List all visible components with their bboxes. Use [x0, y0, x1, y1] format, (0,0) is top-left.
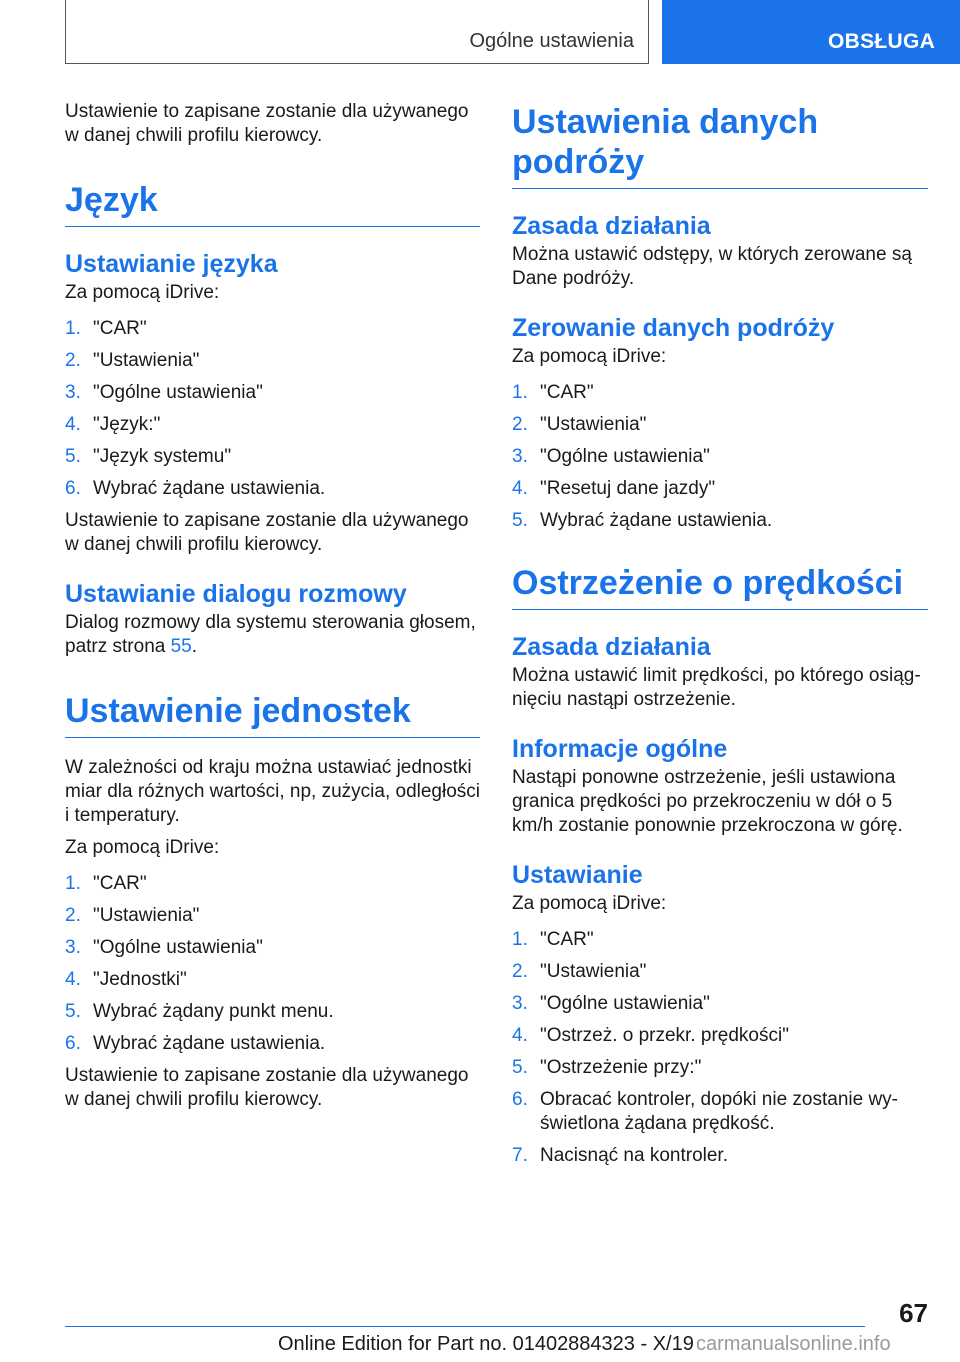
step-number: 1.: [512, 382, 528, 403]
step-number: 1.: [65, 318, 81, 339]
step-number: 2.: [65, 350, 81, 371]
header-section-box: [65, 0, 649, 64]
lead-idrive: Za pomocą iDrive:: [512, 893, 667, 914]
step-text: "Ustawienia": [93, 905, 200, 926]
step-text: "Język:": [93, 414, 161, 435]
footer-divider: [65, 1326, 865, 1327]
step-text: "Ostrzeż. o przekr. prędkości": [540, 1025, 789, 1046]
note-paragraph: Ustawienie to zapisane zostanie dla używanego w danej chwili profilu kierowcy.: [65, 1065, 469, 1110]
steps-ustawianie-jezyka: [65, 317, 480, 501]
step-text: "Ustawienia": [540, 961, 647, 982]
list-item: [65, 904, 480, 928]
step-text: Wybrać żądany punkt menu.: [93, 1001, 334, 1022]
step-number: 6.: [512, 1089, 528, 1110]
left-column: [65, 100, 480, 1112]
step-text: "CAR": [93, 318, 147, 339]
step-text: Nacisnąć na kontroler.: [540, 1145, 728, 1166]
list-item: [512, 509, 928, 533]
heading-ostrzezenie-predkosci: Ostrzeżenie o prędkości: [512, 563, 928, 610]
edition-text: Online Edition for Part no. 01402884323 - X/19: [278, 1333, 694, 1355]
intro-paragraph: Ustawienie to zapisane zostanie dla używanego w danej chwili profilu kierowcy.: [65, 101, 469, 146]
list-item: [65, 349, 480, 373]
step-text: Wybrać żądane ustawienia.: [93, 478, 326, 499]
heading-dane-podrozy: Ustawienia danych podróży: [512, 102, 928, 189]
heading-ustawianie: Ustawianie: [512, 861, 643, 889]
list-item: [512, 992, 928, 1016]
list-item: [512, 1088, 928, 1136]
step-number: 3.: [65, 937, 81, 958]
heading-zasada-dzialania: Zasada działania: [512, 212, 711, 240]
step-number: 3.: [512, 993, 528, 1014]
list-item: [65, 413, 480, 437]
list-item: [512, 413, 928, 437]
dialog-text-end: .: [191, 636, 198, 657]
list-item: [512, 1056, 928, 1080]
list-item: [512, 928, 928, 952]
header-section-title: Ogólne ustawienia: [469, 30, 634, 52]
list-item: [65, 477, 480, 501]
heading-informacje-ogolne: Informacje ogólne: [512, 735, 728, 763]
steps-zerowanie: [512, 381, 928, 533]
step-number: 5.: [65, 1001, 81, 1022]
step-text: "Ogólne ustawienia": [93, 382, 263, 403]
step-text: Obracać kontroler, dopóki nie zostanie wy-świetlona żądana prędkość.: [540, 1089, 899, 1134]
step-text: "Język systemu": [93, 446, 232, 467]
list-item: [65, 1032, 480, 1056]
step-number: 6.: [65, 478, 81, 499]
step-text: "Jednostki": [93, 969, 187, 990]
list-item: [65, 968, 480, 992]
step-text: "CAR": [540, 929, 594, 950]
dialog-paragraph: [65, 611, 480, 659]
step-text: "Ostrzeżenie przy:": [540, 1057, 702, 1078]
lead-idrive: Za pomocą iDrive:: [65, 282, 220, 303]
step-number: 7.: [512, 1145, 528, 1166]
jednostki-intro: W zależności od kraju można ustawiać jednostki miar dla różnych wartości, np, zużycia, odległości i temperatury.: [65, 757, 481, 826]
lead-idrive: Za pomocą iDrive:: [65, 837, 220, 858]
step-number: 2.: [512, 961, 528, 982]
step-number: 2.: [65, 905, 81, 926]
list-item: [65, 872, 480, 896]
step-number: 5.: [512, 510, 528, 531]
list-item: [512, 960, 928, 984]
step-text: "Resetuj dane jazdy": [540, 478, 716, 499]
step-text: "Ustawienia": [93, 350, 200, 371]
list-item: [65, 317, 480, 341]
step-number: 1.: [65, 873, 81, 894]
list-item: [65, 936, 480, 960]
step-text: Wybrać żądane ustawienia.: [540, 510, 773, 531]
step-text: "Ogólne ustawienia": [93, 937, 263, 958]
watermark-text: carmanualsonline.info: [696, 1333, 891, 1355]
step-number: 4.: [65, 969, 81, 990]
list-item: [65, 445, 480, 469]
step-text: "CAR": [93, 873, 147, 894]
step-number: 2.: [512, 414, 528, 435]
list-item: [512, 1024, 928, 1048]
steps-ustawianie-predkosci: [512, 928, 928, 1168]
zasada-paragraph: Można ustawić odstępy, w których zerowane są Dane podróży.: [512, 244, 912, 289]
header-tab-label: OBSŁUGA: [828, 30, 936, 53]
header-chapter-tab[interactable]: [662, 0, 960, 64]
step-number: 1.: [512, 929, 528, 950]
note-paragraph: Ustawienie to zapisane zostanie dla używanego w danej chwili profilu kierowcy.: [65, 510, 469, 555]
step-text: "Ogólne ustawienia": [540, 446, 710, 467]
dialog-text: Dialog rozmowy dla systemu sterowania głosem, patrz strona: [65, 612, 476, 657]
step-number: 4.: [512, 1025, 528, 1046]
list-item: [65, 381, 480, 405]
list-item: [512, 381, 928, 405]
lead-idrive: Za pomocą iDrive:: [512, 346, 667, 367]
list-item: [512, 1144, 928, 1168]
step-text: Wybrać żądane ustawienia.: [93, 1033, 326, 1054]
page-number: 67: [899, 1298, 928, 1328]
heading-dialog-rozmowy: Ustawianie dialogu rozmowy: [65, 580, 407, 608]
heading-zasada-dzialania: Zasada działania: [512, 633, 711, 661]
list-item: [65, 1000, 480, 1024]
heading-zerowanie: Zerowanie danych podróży: [512, 314, 835, 342]
informacje-paragraph: Nastąpi ponowne ostrzeżenie, jeśli ustawiona granica prędkości po przekroczeniu w dół o 5 km/h zostanie ponownie przekroczona w górę.: [512, 767, 903, 836]
step-number: 5.: [512, 1057, 528, 1078]
steps-jednostki: [65, 872, 480, 1056]
step-number: 3.: [65, 382, 81, 403]
right-column: [512, 100, 928, 1176]
heading-jezyk: Język: [65, 180, 480, 227]
heading-ustawianie-jezyka: Ustawianie języka: [65, 250, 278, 278]
step-number: 3.: [512, 446, 528, 467]
zasada-paragraph: Można ustawić limit prędkości, po którego osiąg-nięciu nastąpi ostrzeżenie.: [512, 665, 921, 710]
heading-ustawienie-jednostek: Ustawienie jednostek: [65, 691, 480, 738]
step-number: 6.: [65, 1033, 81, 1054]
step-text: "CAR": [540, 382, 594, 403]
step-number: 4.: [65, 414, 81, 435]
page-link[interactable]: 55: [170, 636, 192, 657]
list-item: [512, 445, 928, 469]
step-text: "Ustawienia": [540, 414, 647, 435]
step-text: "Ogólne ustawienia": [540, 993, 710, 1014]
step-number: 4.: [512, 478, 528, 499]
list-item: [512, 477, 928, 501]
step-number: 5.: [65, 446, 81, 467]
